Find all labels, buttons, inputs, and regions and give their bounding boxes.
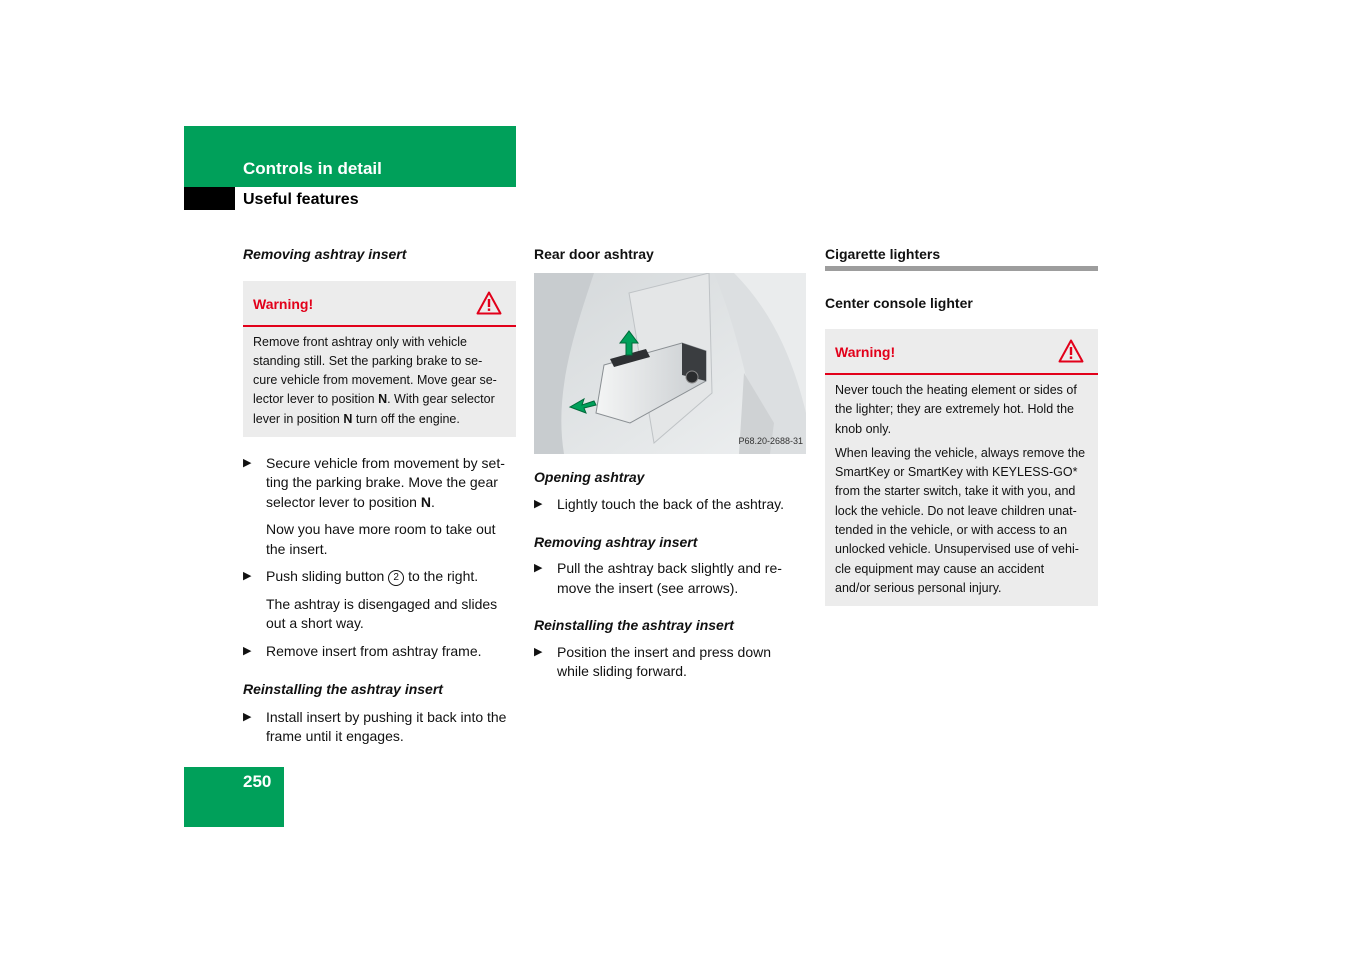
heading-cigarette-lighters: Cigarette lighters (825, 246, 941, 262)
warning-header (243, 281, 516, 327)
warning-text: Remove front ashtray only with vehicle standing still. Set the parking brake to se- cure vehicle from movement. Move gear se- lector lever to position N. With gear selector lever in position N turn off the engine. (253, 334, 497, 426)
column-middle (534, 245, 806, 682)
warning-header (825, 329, 1098, 375)
heading-rear-door-ashtray: Rear door ashtray (534, 246, 654, 262)
circled-number-icon: 2 (388, 570, 404, 586)
step-position-insert: ▶ Position the insert and press down while sliding forward. (534, 643, 772, 679)
result-ashtray-disengaged: The ashtray is disengaged and slides out a short way. (266, 595, 498, 632)
heading-opening-ashtray: Opening ashtray (534, 468, 645, 485)
bullet-arrow-icon: ▶ (534, 498, 543, 510)
warning-box (243, 281, 516, 437)
warning-triangle-icon (1058, 339, 1084, 363)
heading-reinstalling-insert: Reinstalling the ashtray insert (243, 681, 443, 698)
step-push-sliding-button: ▶ Push sliding button 2 to the right. (243, 567, 516, 587)
step-remove-insert: ▶ Remove insert from ashtray frame. (243, 642, 516, 662)
column-right (825, 245, 1098, 606)
step-pull-ashtray: ▶ Pull the ashtray back slightly and re- move the insert (see arrows). (534, 560, 782, 596)
page-number: 250 (243, 772, 272, 791)
section-subtitle: Useful features (243, 191, 359, 208)
image-code: P68.20-2688-31 (738, 436, 803, 446)
bullet-arrow-icon: ▶ (243, 456, 252, 469)
heading-removing-rear-insert: Removing ashtray insert (534, 533, 698, 550)
result-more-room: Now you have more room to take out the insert. (266, 521, 496, 557)
step-install-insert: ▶ Install insert by pushing it back into the frame until it engages. (243, 708, 507, 745)
warning-label: Warning! (253, 295, 314, 312)
heading-reinstalling-rear-insert: Reinstalling the ashtray insert (534, 617, 734, 633)
ashtray-photo (534, 273, 806, 454)
section-title: Controls in detail (243, 159, 382, 178)
bullet-arrow-icon: ▶ (534, 562, 543, 574)
warning-text: Never touch the heating element or sides of the lighter; they are extremely hot. Hold the knob only. When leaving the vehicle, always remove the SmartKey or SmartKey with KEYLESS-GO* from the starter switch, take it with you, and lock the vehicle. Do not leave children unat- tended in the vehicle, or with access to an unlocked vehicle. Unsupervised use of vehi- cle equipment may cause an accident and/or serious personal injury. (835, 383, 1086, 595)
heading-center-console-lighter: Center console lighter (825, 294, 973, 311)
step-touch-ashtray: ▶ Lightly touch the back of the ashtray. (534, 495, 806, 515)
warning-label: Warning! (835, 344, 896, 360)
bullet-arrow-icon: ▶ (243, 644, 252, 657)
bullet-arrow-icon: ▶ (243, 710, 252, 723)
heading-rule (825, 266, 1098, 271)
header-marker (184, 187, 235, 210)
ashtray-illustration (534, 273, 806, 454)
bullet-arrow-icon: ▶ (534, 645, 543, 658)
heading-removing-ashtray-insert: Removing ashtray insert (243, 246, 407, 262)
warning-triangle-icon (476, 291, 502, 315)
step-secure-vehicle: ▶ Secure vehicle from movement by set- ting the parking brake. Move the gear selector lever to position N. (243, 454, 505, 510)
bullet-arrow-icon: ▶ (243, 570, 252, 583)
column-left (243, 245, 516, 747)
warning-box (825, 329, 1098, 606)
